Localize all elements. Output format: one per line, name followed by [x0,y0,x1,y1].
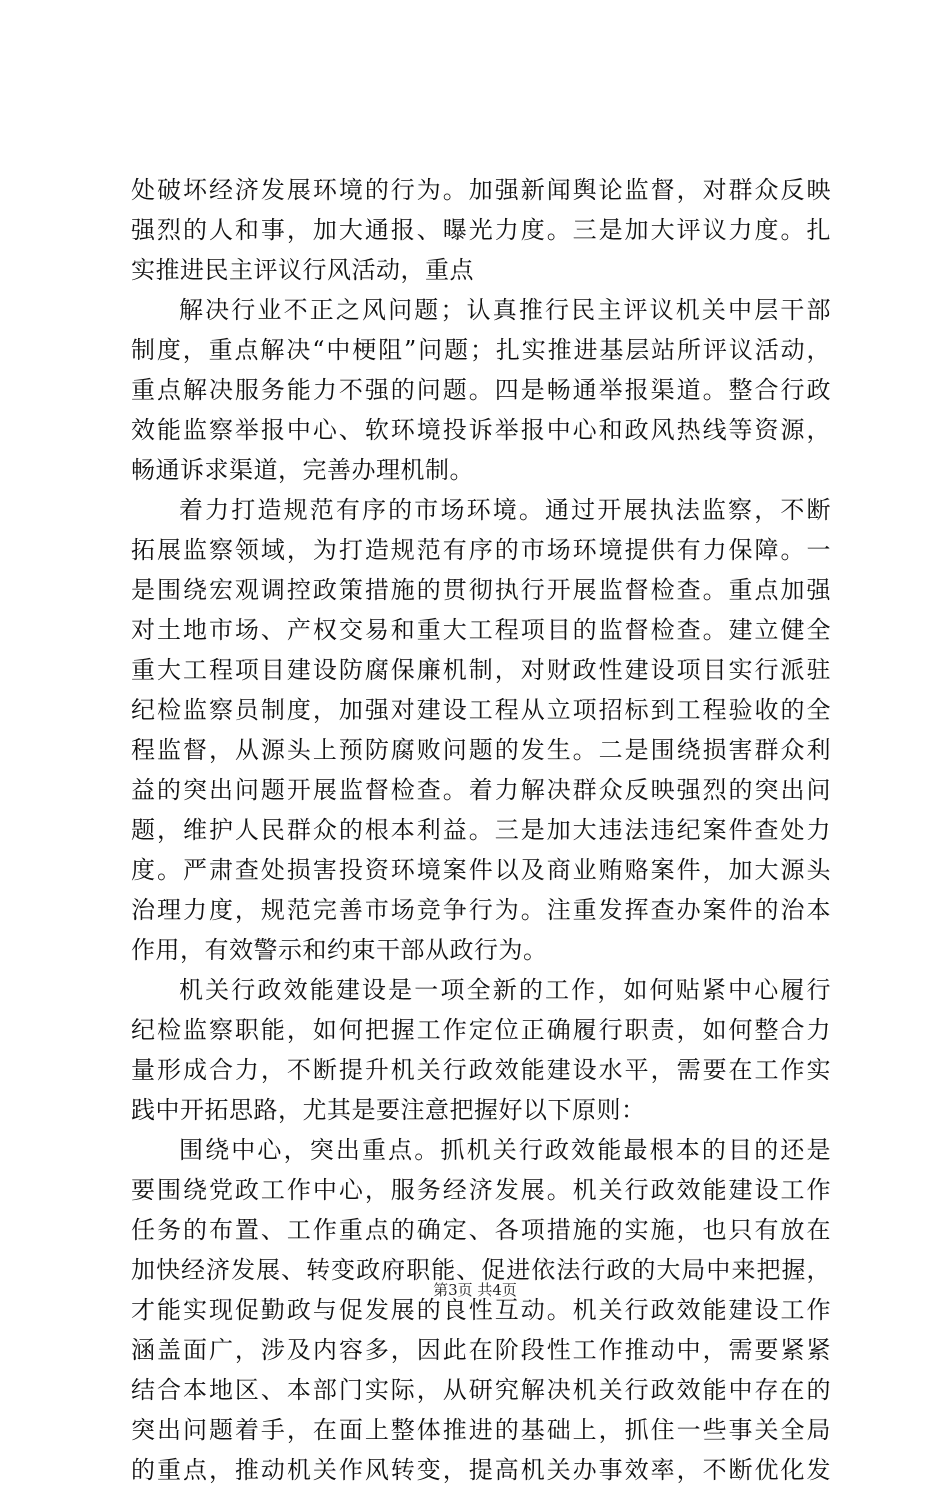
paragraph-first-line: 围绕中心，突出重点。抓机关行政效能最根本的目的还是 [179,1136,831,1164]
text-line: 纪检监察员制度，加强对建设工程从立项招标到工程验收的全 [131,696,831,724]
text-line: 量形成合力，不断提升机关行政效能建设水平，需要在工作实 [131,1056,831,1084]
text-line: 效能监察举报中心、软环境投诉举报中心和政风热线等资源， [131,416,831,444]
text-line: 程监督，从源头上预防腐败问题的发生。二是围绕损害群众利 [131,736,831,764]
text-line: 拓展监察领域，为打造规范有序的市场环境提供有力保障。一 [131,536,831,564]
text-line: 畅通诉求渠道，完善办理机制。 [131,456,474,484]
text-line: 作用，有效警示和约束干部从政行为。 [131,936,548,964]
paragraph-first-line: 机关行政效能建设是一项全新的工作，如何贴紧中心履行 [179,976,831,1004]
text-line: 强烈的人和事，加大通报、曝光力度。三是加大评议力度。扎 [131,216,831,244]
text-line: 涵盖面广，涉及内容多，因此在阶段性工作推动中，需要紧紧 [131,1336,831,1364]
text-line: 重大工程项目建设防腐保廉机制，对财政性建设项目实行派驻 [131,656,831,684]
text-line: 任务的布置、工作重点的确定、各项措施的实施，也只有放在 [131,1216,831,1244]
text-line: 实推进民主评议行风活动，重点 [131,256,474,284]
text-line: 纪检监察职能，如何把握工作定位正确履行职责，如何整合力 [131,1016,831,1044]
text-line: 题，维护人民群众的根本利益。三是加大违法违纪案件查处力 [131,816,831,844]
text-line: 对土地市场、产权交易和重大工程项目的监督检查。建立健全 [131,616,831,644]
text-line: 制度，重点解决“中梗阻”问题；扎实推进基层站所评议活动， [131,336,831,364]
text-line: 才能实现促勤政与促发展的良性互动。机关行政效能建设工作 [131,1296,831,1324]
text-line: 结合本地区、本部门实际，从研究解决机关行政效能中存在的 [131,1376,831,1404]
text-line: 益的突出问题开展监督检查。着力解决群众反映强烈的突出问 [131,776,831,804]
text-line: 加快经济发展、转变政府职能、促进依法行政的大局中来把握， [131,1256,831,1284]
text-line: 是围绕宏观调控政策措施的贯彻执行开展监督检查。重点加强 [131,576,831,604]
text-line: 处破坏经济发展环境的行为。加强新闻舆论监督，对群众反映 [131,176,831,204]
text-line: 要围绕党政工作中心，服务经济发展。机关行政效能建设工作 [131,1176,831,1204]
text-line: 践中开拓思路，尤其是要注意把握好以下原则： [131,1096,646,1124]
text-line: 重点解决服务能力不强的问题。四是畅通举报渠道。整合行政 [131,376,831,404]
paragraph-first-line: 着力打造规范有序的市场环境。通过开展执法监察，不断 [179,496,831,524]
text-line: 突出问题着手，在面上整体推进的基础上，抓住一些事关全局 [131,1416,831,1444]
text-line: 度。严肃查处损害投资环境案件以及商业贿赂案件，加大源头 [131,856,831,884]
text-line: 的重点，推动机关作风转变，提高机关办事效率，不断优化发 [131,1456,831,1484]
page-number-footer: 第3页 共4页 [433,1281,517,1299]
paragraph-first-line: 解决行业不正之风问题；认真推行民主评议机关中层干部 [179,296,831,324]
text-line: 治理力度，规范完善市场竞争行为。注重发挥查办案件的治本 [131,896,831,924]
